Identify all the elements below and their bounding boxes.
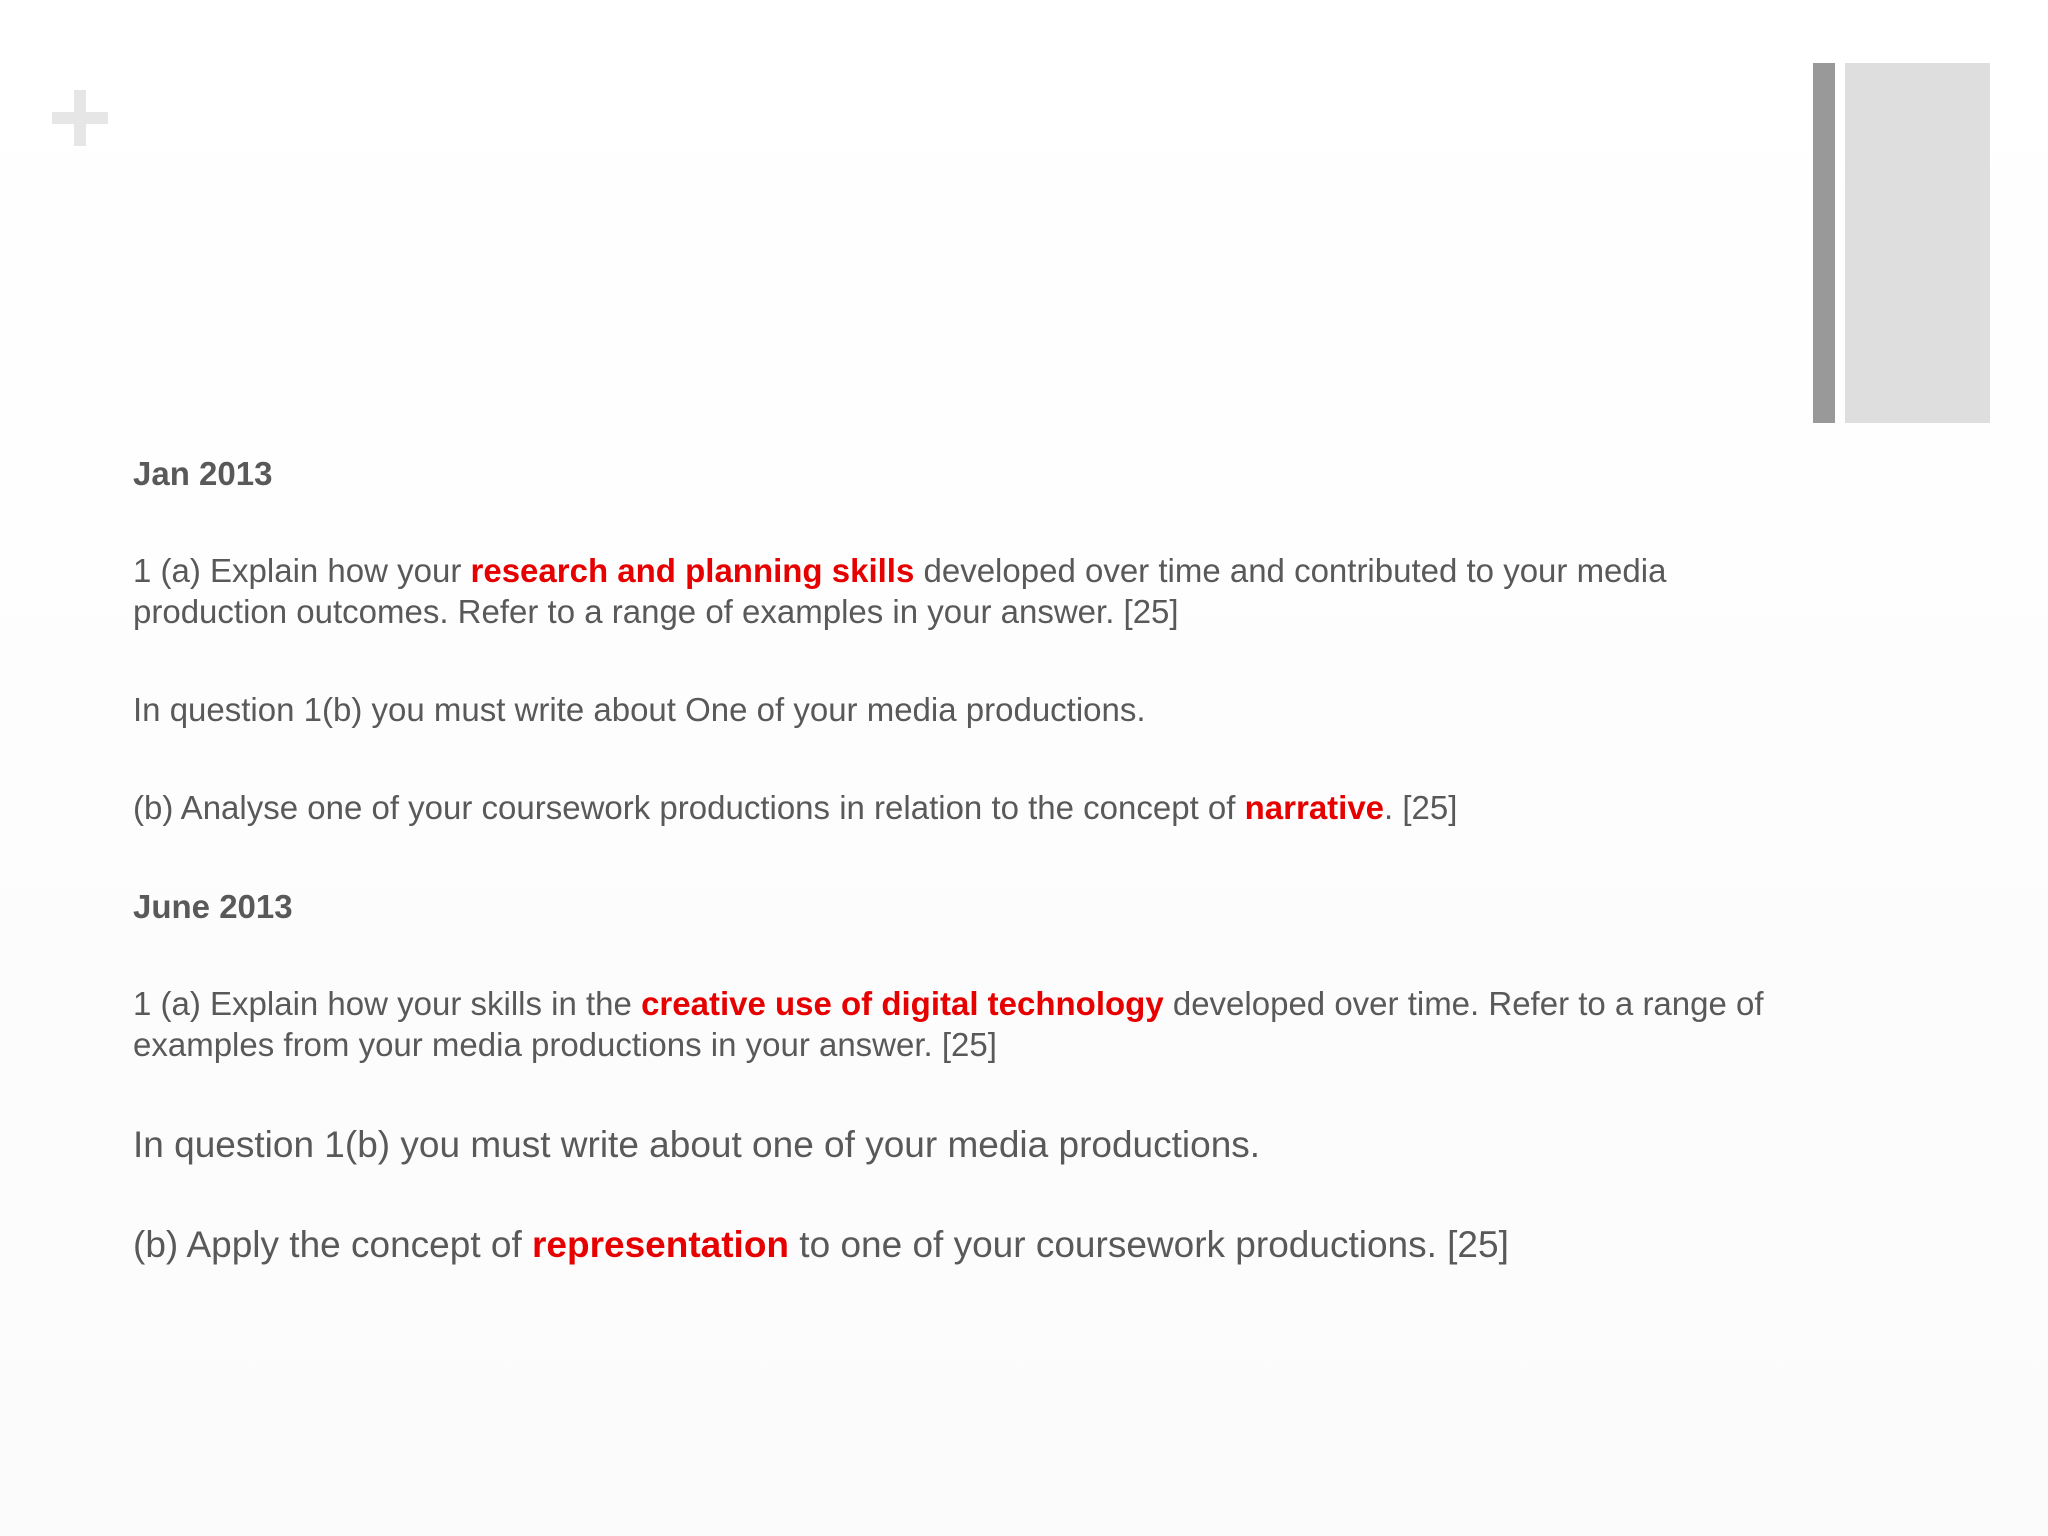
question-1a-june (133, 983, 1813, 1065)
highlight-term: representation (532, 1224, 790, 1265)
question-text: developed over time and contributed to your media production outcomes. Refer to a range of examples in your answer. [25] (133, 552, 1667, 630)
question-text: to one of your coursework productions. [25] (789, 1224, 1509, 1265)
question-1b-jan (133, 787, 1813, 828)
accent-bar-dark (1813, 63, 1835, 423)
question-text: 1 (a) Explain how your (133, 552, 471, 589)
section-heading-jan-2013: Jan 2013 (133, 455, 273, 492)
question-1a-jan (133, 550, 1813, 632)
question-text: (b) Apply the concept of (133, 1224, 533, 1265)
highlight-term: narrative (1244, 789, 1385, 826)
question-1b-june (133, 1222, 1813, 1268)
highlight-term: creative use of digital technology (641, 985, 1164, 1022)
highlight-term: research and planning skills (470, 552, 915, 589)
accent-bar-light (1845, 63, 1990, 423)
section-heading-june-2013: June 2013 (133, 888, 293, 925)
plus-icon (52, 90, 108, 146)
instruction-note-jan: In question 1(b) you must write about One of your media productions. (133, 691, 1146, 728)
question-text: . [25] (1384, 789, 1458, 826)
question-text: 1 (a) Explain how your skills in the (133, 985, 642, 1022)
question-text: (b) Analyse one of your coursework productions in relation to the concept of (133, 789, 1245, 826)
slide-content (133, 452, 1813, 1322)
instruction-note-june: In question 1(b) you must write about one of your media productions. (133, 1124, 1261, 1165)
question-text: developed over time. Refer to a range of examples from your media productions in your answer. [25] (133, 985, 1764, 1063)
